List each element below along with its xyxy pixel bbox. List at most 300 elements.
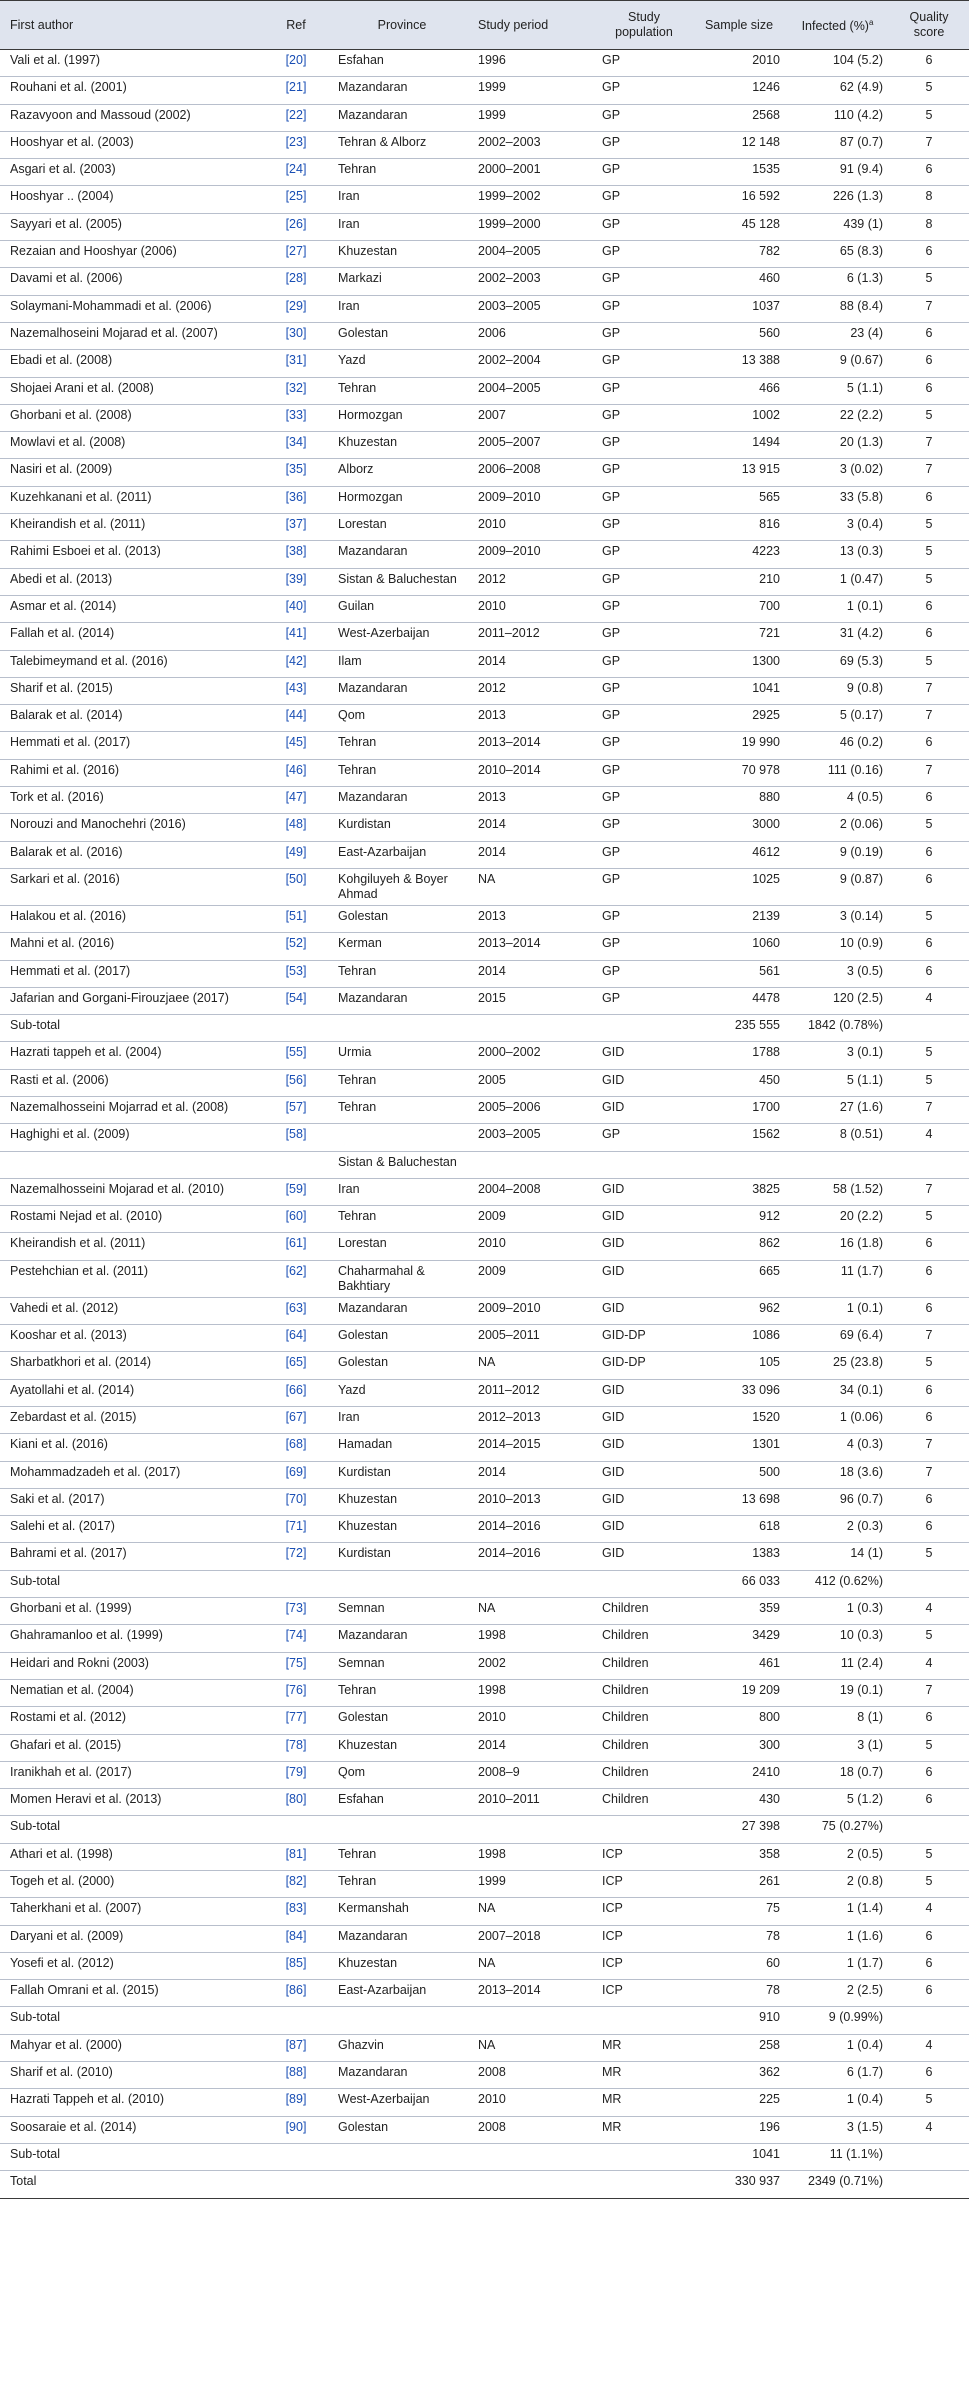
cell-province: Tehran [332, 1069, 472, 1096]
cell-ref-link[interactable]: [76] [260, 1679, 332, 1706]
cell-quality-score: 5 [889, 1069, 969, 1096]
cell-ref-link[interactable]: [77] [260, 1707, 332, 1734]
cell-first-author: Taherkhani et al. (2007) [0, 1898, 260, 1925]
cell-first-author: Mohammadzadeh et al. (2017) [0, 1461, 260, 1488]
table-row [0, 1652, 969, 1679]
table-row [0, 1488, 969, 1515]
cell-quality-score: 7 [889, 677, 969, 704]
cell-study-population: GP [596, 814, 692, 841]
cell-study-period [472, 1015, 596, 1042]
cell-ref-link[interactable]: [78] [260, 1734, 332, 1761]
cell-study-period: 2002 [472, 1652, 596, 1679]
cell-province: Ilam [332, 650, 472, 677]
cell-sample-size: 2925 [692, 705, 786, 732]
table-row [0, 514, 969, 541]
cell-first-author: Ghorbani et al. (2008) [0, 404, 260, 431]
cell-first-author: Tork et al. (2016) [0, 787, 260, 814]
cell-study-population: ICP [596, 1925, 692, 1952]
subtotal-row [0, 2143, 969, 2170]
cell-study-population: GP [596, 186, 692, 213]
cell-ref-link[interactable]: [59] [260, 1178, 332, 1205]
cell-ref-link[interactable]: [74] [260, 1625, 332, 1652]
cell-ref-link[interactable]: [54] [260, 987, 332, 1014]
cell-first-author: Hazrati Tappeh et al. (2010) [0, 2089, 260, 2116]
cell-infected: 13 (0.3) [786, 541, 889, 568]
cell-first-author: Rostami et al. (2012) [0, 1707, 260, 1734]
table-row [0, 933, 969, 960]
cell-first-author: Rahimi Esboei et al. (2013) [0, 541, 260, 568]
cell-sample-size: 3825 [692, 1178, 786, 1205]
table-row [0, 1352, 969, 1379]
cell-ref-link[interactable]: [40] [260, 595, 332, 622]
cell-ref-link [260, 1151, 332, 1178]
cell-ref-link[interactable]: [31] [260, 350, 332, 377]
cell-ref-link[interactable]: [85] [260, 1952, 332, 1979]
cell-ref-link[interactable]: [72] [260, 1543, 332, 1570]
cell-ref-link[interactable]: [25] [260, 186, 332, 213]
cell-study-period: 2008–9 [472, 1761, 596, 1788]
cell-province: Tehran [332, 159, 472, 186]
cell-province: Yazd [332, 1379, 472, 1406]
cell-study-population: MR [596, 2116, 692, 2143]
cell-ref-link[interactable]: [22] [260, 104, 332, 131]
cell-province [332, 1570, 472, 1597]
cell-ref-link[interactable]: [38] [260, 541, 332, 568]
cell-first-author: Ghorbani et al. (1999) [0, 1598, 260, 1625]
cell-sample-size: 500 [692, 1461, 786, 1488]
cell-study-population: GP [596, 50, 692, 77]
cell-quality-score: 7 [889, 1096, 969, 1123]
cell-province: Khuzestan [332, 241, 472, 268]
cell-quality-score: 7 [889, 705, 969, 732]
cell-study-population: GP [596, 759, 692, 786]
table-row [0, 1598, 969, 1625]
cell-sample-size: 19 990 [692, 732, 786, 759]
cell-first-author: Togeh et al. (2000) [0, 1871, 260, 1898]
cell-first-author: Shojaei Arani et al. (2008) [0, 377, 260, 404]
cell-ref-link[interactable]: [33] [260, 404, 332, 431]
cell-ref-link[interactable]: [49] [260, 841, 332, 868]
cell-infected: 412 (0.62%) [786, 1570, 889, 1597]
cell-ref-link[interactable]: [42] [260, 650, 332, 677]
table-row [0, 1925, 969, 1952]
cell-quality-score: 5 [889, 814, 969, 841]
cell-infected: 3 (0.02) [786, 459, 889, 486]
cell-infected: 2 (0.3) [786, 1516, 889, 1543]
cell-study-period: 2004–2005 [472, 377, 596, 404]
cell-ref-link[interactable]: [88] [260, 2062, 332, 2089]
cell-infected: 1842 (0.78%) [786, 1015, 889, 1042]
cell-ref-link[interactable]: [80] [260, 1789, 332, 1816]
cell-ref-link[interactable]: [34] [260, 432, 332, 459]
cell-province: Iran [332, 295, 472, 322]
cell-ref-link[interactable]: [82] [260, 1871, 332, 1898]
cell-study-population: GP [596, 432, 692, 459]
cell-sample-size: 1535 [692, 159, 786, 186]
cell-infected: 104 (5.2) [786, 50, 889, 77]
cell-ref-link[interactable]: [90] [260, 2116, 332, 2143]
cell-first-author: Total [0, 2171, 260, 2198]
cell-infected: 4 (0.3) [786, 1434, 889, 1461]
cell-ref-link[interactable]: [84] [260, 1925, 332, 1952]
cell-study-population: ICP [596, 1980, 692, 2007]
cell-sample-size: 75 [692, 1898, 786, 1925]
cell-quality-score: 7 [889, 1178, 969, 1205]
cell-first-author: Kuzehkanani et al. (2011) [0, 486, 260, 513]
cell-ref-link[interactable]: [52] [260, 933, 332, 960]
cell-study-population: GID [596, 1434, 692, 1461]
cell-study-period: 2014 [472, 841, 596, 868]
cell-study-period: 1999 [472, 77, 596, 104]
cell-quality-score: 6 [889, 1516, 969, 1543]
cell-province: Kohgiluyeh & Boyer Ahmad [332, 868, 472, 905]
cell-ref-link[interactable]: [21] [260, 77, 332, 104]
cell-quality-score: 7 [889, 1679, 969, 1706]
cell-ref-link[interactable]: [70] [260, 1488, 332, 1515]
cell-sample-size: 33 096 [692, 1379, 786, 1406]
cell-sample-size: 4223 [692, 541, 786, 568]
cell-study-period: 2000–2002 [472, 1042, 596, 1069]
cell-province [332, 1015, 472, 1042]
table-row [0, 1980, 969, 2007]
header-infected-label: Infected (%) [801, 19, 869, 34]
cell-province: Tehran [332, 1206, 472, 1233]
cell-sample-size: 235 555 [692, 1015, 786, 1042]
cell-study-population: GP [596, 933, 692, 960]
cell-ref-link[interactable]: [27] [260, 241, 332, 268]
cell-sample-size: 1246 [692, 77, 786, 104]
cell-province: Kerman [332, 933, 472, 960]
cell-province: Khuzestan [332, 1488, 472, 1515]
cell-province: Semnan [332, 1598, 472, 1625]
cell-study-period: 1999 [472, 1871, 596, 1898]
cell-ref-link[interactable]: [41] [260, 623, 332, 650]
cell-infected: 3 (1) [786, 1734, 889, 1761]
cell-sample-size: 862 [692, 1233, 786, 1260]
cell-ref-link[interactable]: [73] [260, 1598, 332, 1625]
cell-first-author: Ghahramanloo et al. (1999) [0, 1625, 260, 1652]
cell-infected: 1 (0.3) [786, 1598, 889, 1625]
cell-ref-link[interactable]: [61] [260, 1233, 332, 1260]
cell-study-period: 2012–2013 [472, 1406, 596, 1433]
cell-infected: 226 (1.3) [786, 186, 889, 213]
cell-first-author: Daryani et al. (2009) [0, 1925, 260, 1952]
cell-study-period: 2010 [472, 2089, 596, 2116]
cell-ref-link[interactable]: [64] [260, 1325, 332, 1352]
cell-sample-size: 225 [692, 2089, 786, 2116]
cell-sample-size: 1037 [692, 295, 786, 322]
cell-infected: 22 (2.2) [786, 404, 889, 431]
cell-first-author: Sub-total [0, 1816, 260, 1843]
cell-first-author: Solaymani-Mohammadi et al. (2006) [0, 295, 260, 322]
cell-study-period: 2003–2005 [472, 295, 596, 322]
cell-study-period: 2013–2014 [472, 732, 596, 759]
cell-ref-link[interactable]: [47] [260, 787, 332, 814]
cell-infected: 2 (2.5) [786, 1980, 889, 2007]
cell-study-period: 2009 [472, 1206, 596, 1233]
cell-study-period: NA [472, 1952, 596, 1979]
cell-infected: 46 (0.2) [786, 732, 889, 759]
cell-sample-size: 78 [692, 1925, 786, 1952]
cell-quality-score: 6 [889, 1952, 969, 1979]
cell-first-author: Fallah Omrani et al. (2015) [0, 1980, 260, 2007]
cell-study-period: 2010–2014 [472, 759, 596, 786]
cell-study-period [472, 2143, 596, 2170]
cell-ref-link[interactable]: [79] [260, 1761, 332, 1788]
cell-sample-size: 1562 [692, 1124, 786, 1151]
cell-infected: 14 (1) [786, 1543, 889, 1570]
cell-study-period: 2009–2010 [472, 1297, 596, 1324]
cell-province: Tehran [332, 1871, 472, 1898]
cell-province: Golestan [332, 1325, 472, 1352]
cell-province: Tehran [332, 377, 472, 404]
cell-infected: 20 (2.2) [786, 1206, 889, 1233]
cell-study-period: 1999–2000 [472, 213, 596, 240]
cell-quality-score: 6 [889, 1379, 969, 1406]
cell-sample-size: 1300 [692, 650, 786, 677]
table-row [0, 241, 969, 268]
cell-sample-size: 78 [692, 1980, 786, 2007]
cell-first-author: Nazemalhosseini Mojarrad et al. (2008) [0, 1096, 260, 1123]
cell-first-author: Balarak et al. (2014) [0, 705, 260, 732]
cell-sample-size: 70 978 [692, 759, 786, 786]
cell-study-period: 2000–2001 [472, 159, 596, 186]
cell-ref-link[interactable]: [58] [260, 1124, 332, 1151]
cell-ref-link[interactable]: [87] [260, 2034, 332, 2061]
total-row [0, 2171, 969, 2198]
cell-study-period: 2009–2010 [472, 486, 596, 513]
cell-province: Urmia [332, 1042, 472, 1069]
cell-study-period: NA [472, 1598, 596, 1625]
table-row [0, 568, 969, 595]
cell-ref-link[interactable]: [24] [260, 159, 332, 186]
cell-infected: 120 (2.5) [786, 987, 889, 1014]
cell-sample-size: 1520 [692, 1406, 786, 1433]
cell-ref-link[interactable]: [57] [260, 1096, 332, 1123]
cell-ref-link[interactable]: [68] [260, 1434, 332, 1461]
cell-study-population: GID [596, 1406, 692, 1433]
cell-ref-link[interactable]: [65] [260, 1352, 332, 1379]
cell-quality-score: 6 [889, 1233, 969, 1260]
table-row [0, 787, 969, 814]
cell-ref-link[interactable]: [28] [260, 268, 332, 295]
cell-quality-score: 6 [889, 1488, 969, 1515]
cell-province: Tehran & Alborz [332, 131, 472, 158]
cell-quality-score: 5 [889, 1843, 969, 1870]
table-row [0, 1297, 969, 1324]
cell-study-population [596, 1151, 692, 1178]
cell-quality-score: 6 [889, 1297, 969, 1324]
cell-infected: 20 (1.3) [786, 432, 889, 459]
cell-sample-size: 800 [692, 1707, 786, 1734]
table-row [0, 350, 969, 377]
cell-ref-link[interactable]: [23] [260, 131, 332, 158]
cell-study-period: 2006 [472, 322, 596, 349]
cell-sample-size: 721 [692, 623, 786, 650]
cell-study-population: Children [596, 1707, 692, 1734]
cell-ref-link[interactable]: [66] [260, 1379, 332, 1406]
cell-ref-link[interactable]: [56] [260, 1069, 332, 1096]
cell-study-period: 2004–2005 [472, 241, 596, 268]
cell-ref-link[interactable]: [81] [260, 1843, 332, 1870]
table-row [0, 459, 969, 486]
cell-infected: 1 (0.47) [786, 568, 889, 595]
cell-infected: 2 (0.5) [786, 1843, 889, 1870]
cell-first-author: Heidari and Rokni (2003) [0, 1652, 260, 1679]
cell-province: Hormozgan [332, 404, 472, 431]
cell-ref-link[interactable]: [86] [260, 1980, 332, 2007]
table-row [0, 1178, 969, 1205]
cell-ref-link[interactable]: [55] [260, 1042, 332, 1069]
cell-ref-link[interactable]: [50] [260, 868, 332, 905]
cell-sample-size: 665 [692, 1260, 786, 1297]
cell-first-author: Sharbatkhori et al. (2014) [0, 1352, 260, 1379]
cell-ref-link[interactable]: [32] [260, 377, 332, 404]
cell-study-population [596, 1570, 692, 1597]
cell-study-period: 2013–2014 [472, 1980, 596, 2007]
cell-first-author: Mahyar et al. (2000) [0, 2034, 260, 2061]
cell-study-period: 2011–2012 [472, 1379, 596, 1406]
header-ref: Ref [260, 1, 332, 50]
cell-study-population: GP [596, 377, 692, 404]
cell-study-population: GP [596, 650, 692, 677]
cell-study-population: GID [596, 1042, 692, 1069]
cell-quality-score: 5 [889, 268, 969, 295]
cell-ref-link[interactable]: [43] [260, 677, 332, 704]
cell-quality-score: 5 [889, 2089, 969, 2116]
cell-ref-link[interactable]: [75] [260, 1652, 332, 1679]
cell-sample-size: 2410 [692, 1761, 786, 1788]
cell-ref-link[interactable]: [53] [260, 960, 332, 987]
cell-ref-link[interactable]: [48] [260, 814, 332, 841]
cell-sample-size: 300 [692, 1734, 786, 1761]
cell-province: Sistan & Baluchestan [332, 568, 472, 595]
cell-province: Khuzestan [332, 1516, 472, 1543]
cell-province: Golestan [332, 1352, 472, 1379]
cell-ref-link[interactable]: [69] [260, 1461, 332, 1488]
table-row [0, 1761, 969, 1788]
cell-first-author: Vahedi et al. (2012) [0, 1297, 260, 1324]
cell-quality-score [889, 1816, 969, 1843]
cell-ref-link[interactable]: [67] [260, 1406, 332, 1433]
cell-ref-link[interactable]: [51] [260, 905, 332, 932]
cell-study-population: ICP [596, 1898, 692, 1925]
cell-ref-link[interactable]: [63] [260, 1297, 332, 1324]
cell-study-population: MR [596, 2062, 692, 2089]
cell-first-author: Ebadi et al. (2008) [0, 350, 260, 377]
cell-infected: 27 (1.6) [786, 1096, 889, 1123]
cell-ref-link[interactable]: [30] [260, 322, 332, 349]
cell-ref-link [260, 1816, 332, 1843]
table-row [0, 960, 969, 987]
cell-province: Khuzestan [332, 1952, 472, 1979]
cell-first-author: Kheirandish et al. (2011) [0, 1233, 260, 1260]
cell-sample-size: 700 [692, 595, 786, 622]
cell-ref-link[interactable]: [20] [260, 50, 332, 77]
table-row [0, 1789, 969, 1816]
cell-first-author: Razavyoon and Massoud (2002) [0, 104, 260, 131]
cell-study-period: 2011–2012 [472, 623, 596, 650]
cell-first-author: Halakou et al. (2016) [0, 905, 260, 932]
cell-ref-link[interactable]: [37] [260, 514, 332, 541]
cell-quality-score: 7 [889, 432, 969, 459]
cell-ref-link[interactable]: [71] [260, 1516, 332, 1543]
cell-first-author: Saki et al. (2017) [0, 1488, 260, 1515]
cell-infected: 5 (0.17) [786, 705, 889, 732]
cell-first-author: Rahimi et al. (2016) [0, 759, 260, 786]
cell-province: Iran [332, 213, 472, 240]
cell-first-author: Iranikhah et al. (2017) [0, 1761, 260, 1788]
cell-province: Iran [332, 186, 472, 213]
cell-study-population: Children [596, 1789, 692, 1816]
cell-province: Golestan [332, 905, 472, 932]
cell-first-author: Vali et al. (1997) [0, 50, 260, 77]
cell-study-period: 2005–2011 [472, 1325, 596, 1352]
cell-ref-link[interactable]: [45] [260, 732, 332, 759]
cell-ref-link[interactable]: [29] [260, 295, 332, 322]
subtotal-row [0, 1816, 969, 1843]
cell-sample-size: 258 [692, 2034, 786, 2061]
cell-ref-link[interactable]: [62] [260, 1260, 332, 1297]
table-row [0, 186, 969, 213]
cell-ref-link[interactable]: [35] [260, 459, 332, 486]
header-province: Province [332, 1, 472, 50]
cell-sample-size: 560 [692, 322, 786, 349]
cell-province: Markazi [332, 268, 472, 295]
cell-sample-size: 910 [692, 2007, 786, 2034]
cell-study-period: 2014–2016 [472, 1543, 596, 1570]
cell-study-period: 2014 [472, 1461, 596, 1488]
cell-ref-link[interactable]: [39] [260, 568, 332, 595]
cell-first-author: Nazemalhoseini Mojarad et al. (2007) [0, 322, 260, 349]
table-row [0, 1871, 969, 1898]
cell-first-author: Sharif et al. (2015) [0, 677, 260, 704]
cell-study-period: 1998 [472, 1843, 596, 1870]
cell-study-population: GP [596, 404, 692, 431]
cell-province: West-Azerbaijan [332, 2089, 472, 2116]
cell-infected: 3 (1.5) [786, 2116, 889, 2143]
cell-study-population: GP [596, 732, 692, 759]
cell-infected: 6 (1.7) [786, 2062, 889, 2089]
cell-ref-link[interactable]: [26] [260, 213, 332, 240]
cell-quality-score: 5 [889, 650, 969, 677]
cell-ref-link[interactable]: [46] [260, 759, 332, 786]
cell-study-period: 1999 [472, 104, 596, 131]
table-row [0, 104, 969, 131]
cell-ref-link[interactable]: [83] [260, 1898, 332, 1925]
cell-infected: 1 (1.6) [786, 1925, 889, 1952]
cell-ref-link[interactable]: [89] [260, 2089, 332, 2116]
table-row [0, 1233, 969, 1260]
cell-ref-link[interactable]: [36] [260, 486, 332, 513]
cell-sample-size: 1002 [692, 404, 786, 431]
cell-study-period: 2010 [472, 1233, 596, 1260]
cell-study-period [472, 1816, 596, 1843]
table-row [0, 1434, 969, 1461]
cell-quality-score: 8 [889, 213, 969, 240]
cell-study-population: GID [596, 1488, 692, 1515]
cell-study-population: GP [596, 514, 692, 541]
cell-first-author: Salehi et al. (2017) [0, 1516, 260, 1543]
table-row [0, 905, 969, 932]
cell-first-author: Kheirandish et al. (2011) [0, 514, 260, 541]
cell-province: Tehran [332, 960, 472, 987]
cell-study-period: NA [472, 868, 596, 905]
cell-study-period: 2002–2003 [472, 268, 596, 295]
cell-ref-link[interactable]: [60] [260, 1206, 332, 1233]
cell-sample-size: 1301 [692, 1434, 786, 1461]
cell-ref-link[interactable]: [44] [260, 705, 332, 732]
